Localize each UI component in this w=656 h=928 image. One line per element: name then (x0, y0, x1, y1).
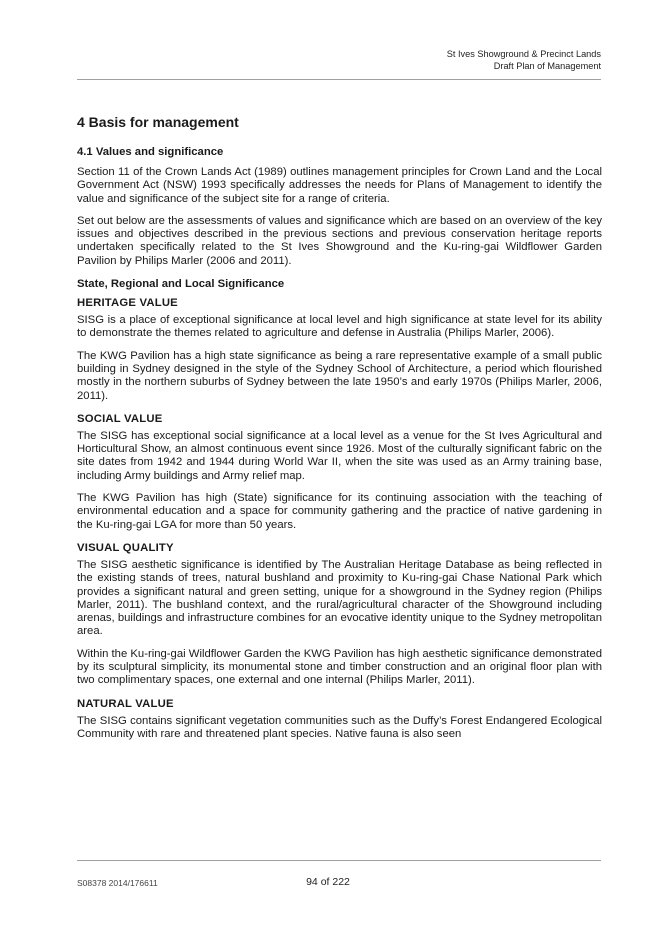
heritage-paragraph: SISG is a place of exceptional significance at local level and high significance at state level for its ability to demonstrate the themes related to agriculture and defense in Australia (Philips Marler, 2006). (77, 314, 602, 340)
visual-quality-heading: VISUAL QUALITY (77, 541, 174, 554)
document-reference: S08378 2014/176611 (77, 878, 158, 888)
header-title: St Ives Showground & Precinct Lands (446, 49, 601, 59)
intro-paragraph: Section 11 of the Crown Lands Act (1989) outlines management principles for Crown Land and the Local Government Act (NSW) 1993 specifically addresses the needs for Plans of Management to identify the value and significance of the subject site for a range of criteria. (77, 166, 602, 205)
page-number: 94 of 222 (306, 876, 350, 888)
running-header (447, 48, 601, 72)
heritage-value-heading: HERITAGE VALUE (77, 297, 178, 310)
header-divider (77, 79, 601, 80)
footer-divider (77, 860, 601, 861)
natural-paragraph: The SISG contains significant vegetation communities such as the Duffy’s Forest Endangered Ecological Community with rare and threatened plant species. Native fauna is also seen (77, 714, 602, 740)
social-value-heading: SOCIAL VALUE (77, 412, 163, 425)
page-body (77, 114, 602, 750)
social-paragraph: The SISG has exceptional social significance at a local level as a venue for the St Ives Agricultural and Horticultural Show, an almost continuous event since 1926. Most of the culturally significant fabric on the site dates from 1942 and 1944 during World War II, when the site was used as an Army training base, including Army buildings and Army relief map. (77, 429, 602, 482)
natural-value-heading: NATURAL VALUE (77, 697, 174, 710)
social-paragraph: The KWG Pavilion has high (State) significance for its continuing association with the teaching of environmental education and a space for community gathering and the practice of native gardening in the Ku-ring-gai LGA for more than 50 years. (77, 492, 602, 531)
visual-paragraph: Within the Ku-ring-gai Wildflower Garden the KWG Pavilion has high aesthetic significance demonstrated by its sculptural simplicity, its monumental stone and timber construction and an original floor plan with two complimentary spaces, one external and one internal (Philips Marler, 2011). (77, 647, 602, 687)
section-title: 4 Basis for management (77, 114, 239, 130)
significance-heading: State, Regional and Local Significance (77, 278, 285, 291)
intro-paragraph: Set out below are the assessments of values and significance which are based on an overview of the key issues and objectives described in the previous sections and previous conservation heritage reports undertaken specifically related to the St Ives Showground and the Ku-ring-gai Wildflower Garden Pavilion by Philips Marler (2006 and 2011). (77, 214, 602, 267)
visual-paragraph: The SISG aesthetic significance is identified by The Australian Heritage Database as being reflected in the existing stands of trees, natural bushland and proximity to Ku-ring-gai Chase National Park which provides a significant natural and green setting, unique for a showground in the Sydney region (Philips Marler, 2011). The bushland context, and the rural/agricultural character of the Showground including arenas, buildings and infrastructure combines for an evocative identity unique to the Sydney metropolitan area. (77, 558, 602, 638)
subsection-title: 4.1 Values and significance (77, 146, 224, 158)
header-subtitle: Draft Plan of Management (493, 61, 601, 71)
heritage-paragraph: The KWG Pavilion has a high state significance as being a rare representative example of a small public building in Sydney designed in the style of the Sydney School of Architecture, a period which flourished mostly in the northern suburbs of Sydney between the late 1950’s and early 1970s (Philips Marler, 2006, 2011). (77, 349, 602, 402)
